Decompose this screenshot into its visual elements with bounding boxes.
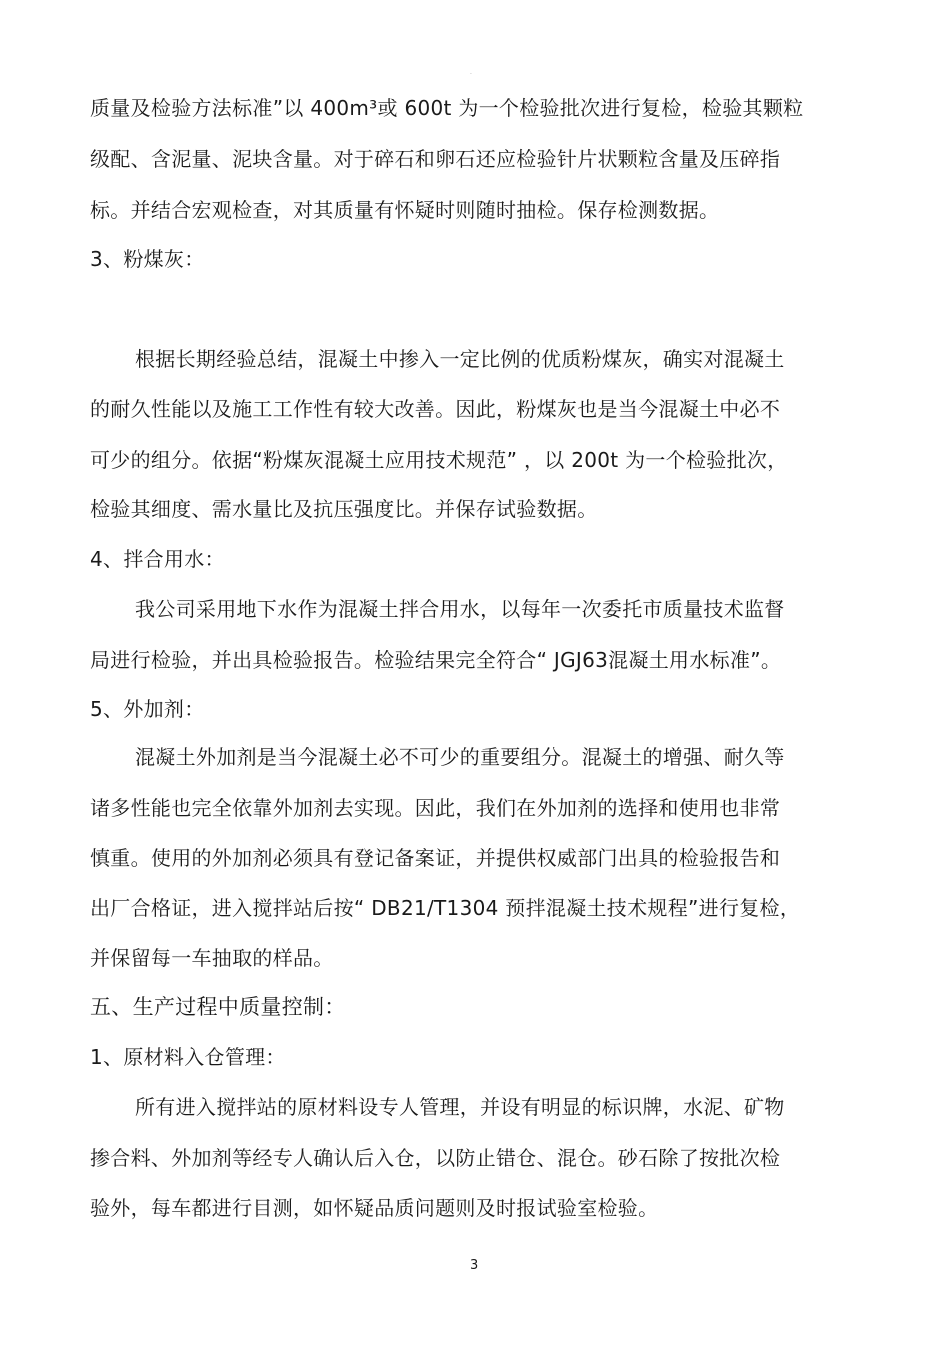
header-mark: · xyxy=(470,71,472,78)
paragraph-line: 掺合料、外加剂等经专人确认后入仓，以防止错仓、混仓。砂石除了按批次检 xyxy=(90,1146,781,1170)
chapter-heading: 五、生产过程中质量控制： xyxy=(90,995,346,1019)
paragraph-line: 级配、含泥量、泥块含量。对于碎石和卵石还应检验针片状颗粒含量及压碎指 xyxy=(90,147,781,171)
section-heading: 4、拌合用水： xyxy=(90,547,225,571)
paragraph-line: 所有进入搅拌站的原材料设专人管理，并设有明显的标识牌，水泥、矿物 xyxy=(135,1095,785,1119)
page-number: 3 xyxy=(470,1258,479,1273)
paragraph-line: 标。并结合宏观检查，对其质量有怀疑时则随时抽检。保存检测数据。 xyxy=(90,198,720,222)
section-heading: 1、原材料入仓管理： xyxy=(90,1045,286,1069)
paragraph-line: 慎重。使用的外加剂必须具有登记备案证，并提供权威部门出具的检验报告和 xyxy=(90,846,781,870)
paragraph-line: 的耐久性能以及施工工作性有较大改善。因此，粉煤灰也是当今混凝土中必不 xyxy=(90,397,781,421)
section-heading: 5、外加剂： xyxy=(90,697,205,721)
paragraph-line: 混凝土外加剂是当今混凝土必不可少的重要组分。混凝土的增强、耐久等 xyxy=(135,745,785,769)
paragraph-line: 根据长期经验总结，混凝土中掺入一定比例的优质粉煤灰，确实对混凝土 xyxy=(135,347,785,371)
paragraph-line: 并保留每一车抽取的样品。 xyxy=(90,946,334,970)
section-heading: 3、粉煤灰： xyxy=(90,247,205,271)
paragraph-line: 可少的组分。依据“粉煤灰混凝土应用技术规范” ，以 200t 为一个检验批次， xyxy=(90,448,788,472)
paragraph-line: 局进行检验，并出具检验报告。检验结果完全符合“ JGJ63混凝土用水标准”。 xyxy=(90,648,782,672)
paragraph-line: 验外，每车都进行目测，如怀疑品质问题则及时报试验室检验。 xyxy=(90,1196,659,1220)
paragraph-line: 诸多性能也完全依靠外加剂去实现。因此，我们在外加剂的选择和使用也非常 xyxy=(90,796,781,820)
paragraph-line: 检验其细度、需水量比及抗压强度比。并保存试验数据。 xyxy=(90,497,598,521)
paragraph-line: 出厂合格证，进入搅拌站后按“ DB21/T1304 预拌混凝土技术规程”进行复检， xyxy=(90,896,801,920)
paragraph-line: 质量及检验方法标准”以 400m³或 600t 为一个检验批次进行复检，检验其颗粒 xyxy=(90,96,804,120)
paragraph-line: 我公司采用地下水作为混凝土拌合用水，以每年一次委托市质量技术监督 xyxy=(135,597,785,621)
